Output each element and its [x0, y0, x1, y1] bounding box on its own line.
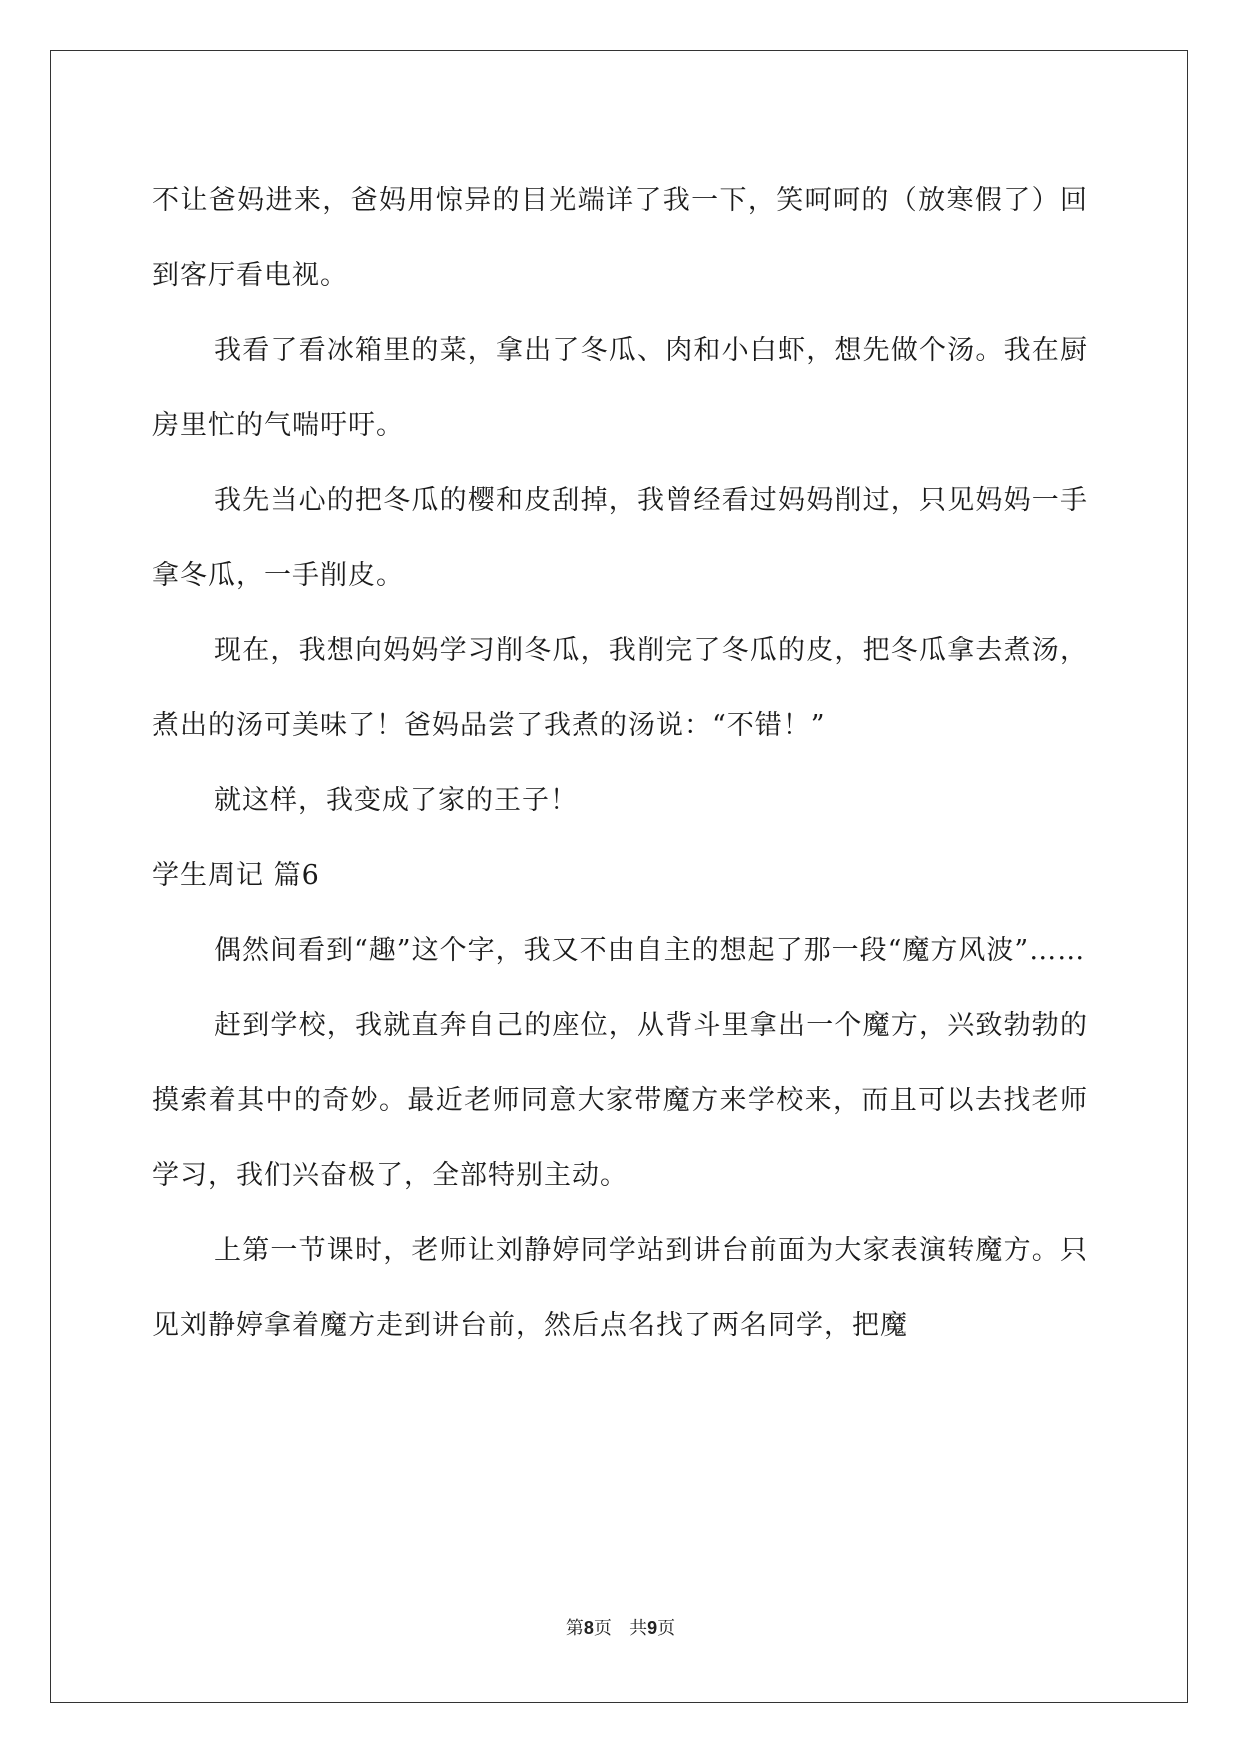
current-page-number: 8 — [583, 1618, 594, 1638]
page-suffix: 页 — [593, 1618, 612, 1639]
paragraph: 现在，我想向妈妈学习削冬瓜，我削完了冬瓜的皮，把冬瓜拿去煮汤，煮出的汤可美味了！爸妈品尝了我煮的汤说：“不错！” — [152, 635, 1088, 741]
paragraph: 我看了看冰箱里的菜，拿出了冬瓜、肉和小白虾，想先做个汤。我在厨房里忙的气喘吁吁。 — [152, 335, 1088, 441]
page-prefix: 第 — [565, 1618, 584, 1639]
paragraph: 就这样，我变成了家的王子！ — [214, 785, 578, 816]
paragraph: 我先当心的把冬瓜的樱和皮刮掉，我曾经看过妈妈削过，只见妈妈一手拿冬瓜，一手削皮。 — [152, 485, 1088, 591]
total-prefix: 共 — [629, 1618, 648, 1639]
page-footer — [0, 1614, 1241, 1640]
section-heading: 学生周记 篇6 — [152, 860, 320, 891]
paragraph: 偶然间看到“趣”这个字，我又不由自主的想起了那一段“魔方风波”…… — [214, 935, 1086, 966]
total-suffix: 页 — [657, 1618, 676, 1639]
document-body — [152, 163, 1088, 1363]
paragraph: 赶到学校，我就直奔自己的座位，从背斗里拿出一个魔方，兴致勃勃的摸索着其中的奇妙。最近老师同意大家带魔方来学校来，而且可以去找老师学习，我们兴奋极了，全部特别主动。 — [152, 1010, 1088, 1191]
paragraph-continuation: 不让爸妈进来，爸妈用惊异的目光端详了我一下，笑呵呵的（放寒假了）回到客厅看电视。 — [152, 185, 1088, 291]
total-pages-number: 9 — [647, 1618, 658, 1638]
paragraph: 上第一节课时，老师让刘静婷同学站到讲台前面为大家表演转魔方。只见刘静婷拿着魔方走到讲台前，然后点名找了两名同学，把魔 — [152, 1235, 1088, 1341]
